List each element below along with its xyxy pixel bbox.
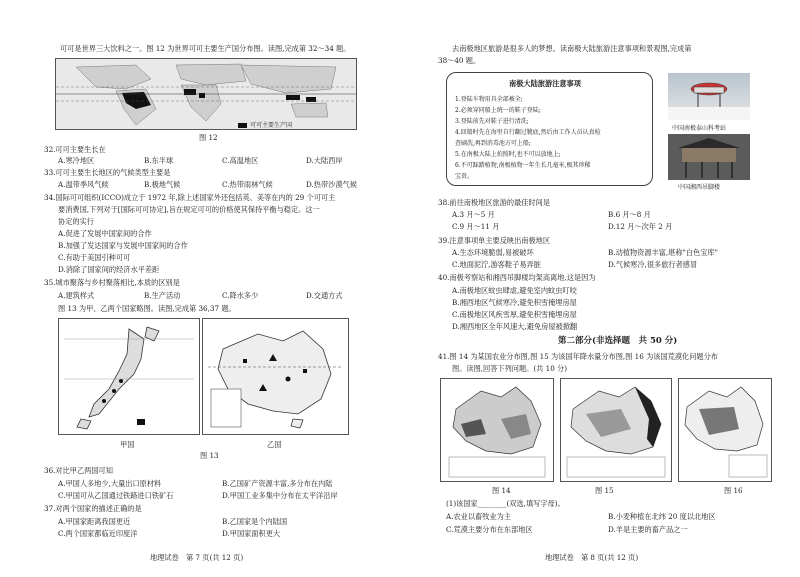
q33-option-d[interactable]: D.热带沙漠气候 bbox=[306, 180, 357, 189]
q32-option-b[interactable]: B.东半球 bbox=[144, 156, 174, 165]
photo-taishan-station bbox=[668, 73, 750, 120]
q36-option-c[interactable]: C.甲国可从乙国通过铁路进口铁矿石 bbox=[58, 491, 174, 500]
notice-item-2: 2.必须穿同船上统一的鞋子登陆; bbox=[455, 107, 541, 114]
photo-xiangxi-stilt-house bbox=[668, 134, 750, 180]
figure-13-country-b-map bbox=[202, 318, 349, 435]
figure-13-country-a-map bbox=[58, 318, 200, 435]
q32-option-a[interactable]: A.寒冷地区 bbox=[58, 156, 95, 165]
q41-option-a[interactable]: A.农业以畜牧业为主 bbox=[446, 512, 511, 521]
q39-option-c[interactable]: C.地面泥泞,游客鞋子易弄脏 bbox=[452, 260, 541, 269]
q40-option-b[interactable]: B.湘西地区气候寒冷,避免积雪掩埋房屋 bbox=[452, 298, 577, 307]
q37-option-c[interactable]: C.两个国家都临近印度洋 bbox=[58, 529, 138, 538]
q34-option-a[interactable]: A.促进了发展中国家间的合作 bbox=[58, 229, 152, 238]
intro-38-40-line1: 去南极地区旅游是很多人的梦想。读南极大陆旅游注意事项和景观图,完成第 bbox=[452, 44, 692, 53]
figure-12-world-cocoa-map bbox=[55, 58, 357, 130]
notice-item-4b: 查刷洗,再到消毒池方可上船; bbox=[455, 140, 531, 147]
q32-option-c[interactable]: C.高温地区 bbox=[222, 156, 259, 165]
q41-option-d[interactable]: D.羊是主要的畜产品之一 bbox=[608, 525, 688, 534]
world-map-graphic bbox=[56, 59, 356, 129]
notice-item-1: 1.登陆车物用具全部被全; bbox=[455, 96, 523, 103]
fig13-caption: 图 13 bbox=[200, 451, 219, 460]
precipitation-map-graphic bbox=[561, 379, 671, 481]
q35-option-c[interactable]: C.降水多少 bbox=[222, 291, 259, 300]
photo1-caption: 中国南极泰山科考站 bbox=[672, 125, 727, 132]
question-32: 32.可可主要生长在 bbox=[44, 145, 106, 154]
q32-option-d[interactable]: D.大陆西岸 bbox=[306, 156, 343, 165]
q36-option-b[interactable]: B.乙国矿产资源丰富,多分布在内陆 bbox=[222, 479, 333, 488]
intro-32-34: 可可是世界三大饮料之一。图 12 为世界可可主要生产国分布图。读图,完成第 32～34 题。 bbox=[60, 44, 351, 53]
fig16-caption: 图 16 bbox=[724, 486, 743, 495]
part-two-heading: 第二部分(非选择题 共 50 分) bbox=[558, 336, 678, 346]
notice-title: 南极大陆旅游注意事项 bbox=[509, 79, 581, 88]
stilt-house-graphic bbox=[668, 134, 750, 180]
notice-item-4: 4.回船时先在海里自行翻过靴底,然后由工作人员认真检 bbox=[455, 129, 601, 136]
question-38: 38.前往南极地区旅游的最佳时间是 bbox=[438, 198, 551, 207]
q41-option-c[interactable]: C.荒漠主要分布在东部地区 bbox=[446, 525, 533, 534]
station-graphic bbox=[668, 73, 750, 120]
question-34-line1: 34.国际可可组织(ICCO)成立于 1972 年,除上述国家外还包括英、美等在内的 29 个可可主 bbox=[44, 193, 336, 202]
legend-swatch bbox=[238, 123, 247, 128]
photo2-caption: 中国湘西吊脚楼 bbox=[678, 184, 721, 191]
question-34-line2: 要消费国,下列对于[国际可可协定],旨在规定可可的价格使其保持平衡与稳定。这一 bbox=[58, 205, 320, 214]
q33-option-b[interactable]: B.极地气候 bbox=[144, 180, 181, 189]
notice-item-3: 3.登陆前先对鞋子进行清洗; bbox=[455, 118, 529, 125]
intro-36-37: 图 13 为甲、乙两个国家略图。读图,完成第 36,37 题。 bbox=[58, 304, 236, 313]
q34-option-b[interactable]: B.加强了发达国家与发展中国家间的合作 bbox=[58, 241, 188, 250]
right-page-footer: 地理试卷 第 8 页(共 12 页) bbox=[545, 553, 639, 562]
q37-option-b[interactable]: B.乙国家是个内陆国 bbox=[222, 517, 288, 526]
left-page-footer: 地理试卷 第 7 页(共 12 页) bbox=[150, 553, 244, 562]
q36-option-d[interactable]: D.甲国工业多集中分布在太平洋沿岸 bbox=[222, 491, 338, 500]
question-40: 40.南极考察站和湘西吊脚楼均架高离地,这是因为 bbox=[438, 273, 596, 282]
fig14-caption: 图 14 bbox=[492, 486, 511, 495]
desertification-map-graphic bbox=[679, 379, 771, 481]
question-34-line3: 协定的实行 bbox=[58, 217, 94, 226]
q35-option-b[interactable]: B.生产活动 bbox=[144, 291, 181, 300]
q34-option-c[interactable]: C.有助于美国引种可可 bbox=[58, 253, 131, 262]
q40-option-c[interactable]: C.南极地区风疾雪厚,避免积雪掩埋房屋 bbox=[452, 310, 577, 319]
q33-option-c[interactable]: C.热带雨林气候 bbox=[222, 180, 273, 189]
intro-38-40-line2: 38～40 题。 bbox=[438, 56, 481, 65]
q39-option-b[interactable]: B.动植物资源丰富,堪称"白色宝库" bbox=[608, 248, 718, 257]
q35-option-a[interactable]: A.建筑样式 bbox=[58, 291, 95, 300]
q34-option-d[interactable]: D.消除了国家间的经济水平差距 bbox=[58, 265, 160, 274]
fig13-label-country-a: 甲国 bbox=[120, 440, 135, 449]
q38-option-c[interactable]: C.9 月～11 月 bbox=[452, 222, 500, 231]
figure-16-desertification-map bbox=[678, 378, 772, 482]
figure-14-agriculture-map bbox=[440, 378, 554, 482]
question-39: 39.注意事项单主要反映出南极地区 bbox=[438, 236, 551, 245]
fig12-caption: 图 12 bbox=[199, 133, 218, 142]
question-41-line2: 图。读图,回答下列问题。(共 10 分) bbox=[452, 364, 568, 373]
fig15-caption: 图 15 bbox=[595, 486, 614, 495]
q38-option-d[interactable]: D.12 月～次年 2 月 bbox=[608, 222, 673, 231]
q38-option-a[interactable]: A.3 月～5 月 bbox=[452, 210, 495, 219]
q39-option-d[interactable]: D.气候寒冷,很多旅行者感冒 bbox=[608, 260, 698, 269]
question-33: 33.可可主要生长地区的气候类型主要是 bbox=[44, 168, 171, 177]
notice-item-6b: 宝贵。 bbox=[455, 173, 474, 180]
fig12-legend: 可可主要生产国 bbox=[250, 122, 293, 129]
notice-item-5: 5.在南极大陆上拍照时,也不可以放地上; bbox=[455, 151, 561, 158]
question-35: 35.城市聚落与乡村聚落相比,本质的区别是 bbox=[44, 278, 180, 287]
country-b-graphic bbox=[203, 319, 348, 434]
antarctica-travel-notice bbox=[446, 72, 653, 186]
q35-option-d[interactable]: D.交通方式 bbox=[306, 291, 343, 300]
q37-option-a[interactable]: A.甲国家距离我国更近 bbox=[58, 517, 131, 526]
question-41-part1: (1)该国家________(双选,填写字母)。 bbox=[446, 499, 565, 508]
agriculture-map-graphic bbox=[441, 379, 553, 481]
q33-option-a[interactable]: A.温带季风气候 bbox=[58, 180, 109, 189]
figure-15-precipitation-map bbox=[560, 378, 672, 482]
q41-option-b[interactable]: B.小麦种植在北纬 20 度以北地区 bbox=[608, 512, 716, 521]
q37-option-d[interactable]: D.甲国家面积更大 bbox=[222, 529, 281, 538]
question-37: 37.对两个国家的描述正确的是 bbox=[44, 504, 142, 513]
fig13-label-country-b: 乙国 bbox=[267, 440, 282, 449]
question-41-line1: 41.图 14 为某国农业分布图,图 15 为该国年降水量分布图,图 16 为该国荒漠化问题分布 bbox=[438, 352, 718, 361]
q36-option-a[interactable]: A.甲国人多地少,大量出口原材料 bbox=[58, 479, 162, 488]
q40-option-a[interactable]: A.南极地区蚊虫肆虐,避免室内蚊虫叮咬 bbox=[452, 286, 577, 295]
question-36: 36.对比甲乙两国可知 bbox=[44, 466, 113, 475]
q39-option-a[interactable]: A.生态环境脆弱,易被破坏 bbox=[452, 248, 534, 257]
q38-option-b[interactable]: B.6 月～8 月 bbox=[608, 210, 651, 219]
notice-item-6: 6.不可踩踏植物,南极植物一年生长几毫米,极其珍稀 bbox=[455, 162, 591, 169]
q40-option-d[interactable]: D.湘西地区全年风速大,避免房屋被掀翻 bbox=[452, 322, 578, 331]
country-a-graphic bbox=[59, 319, 199, 434]
